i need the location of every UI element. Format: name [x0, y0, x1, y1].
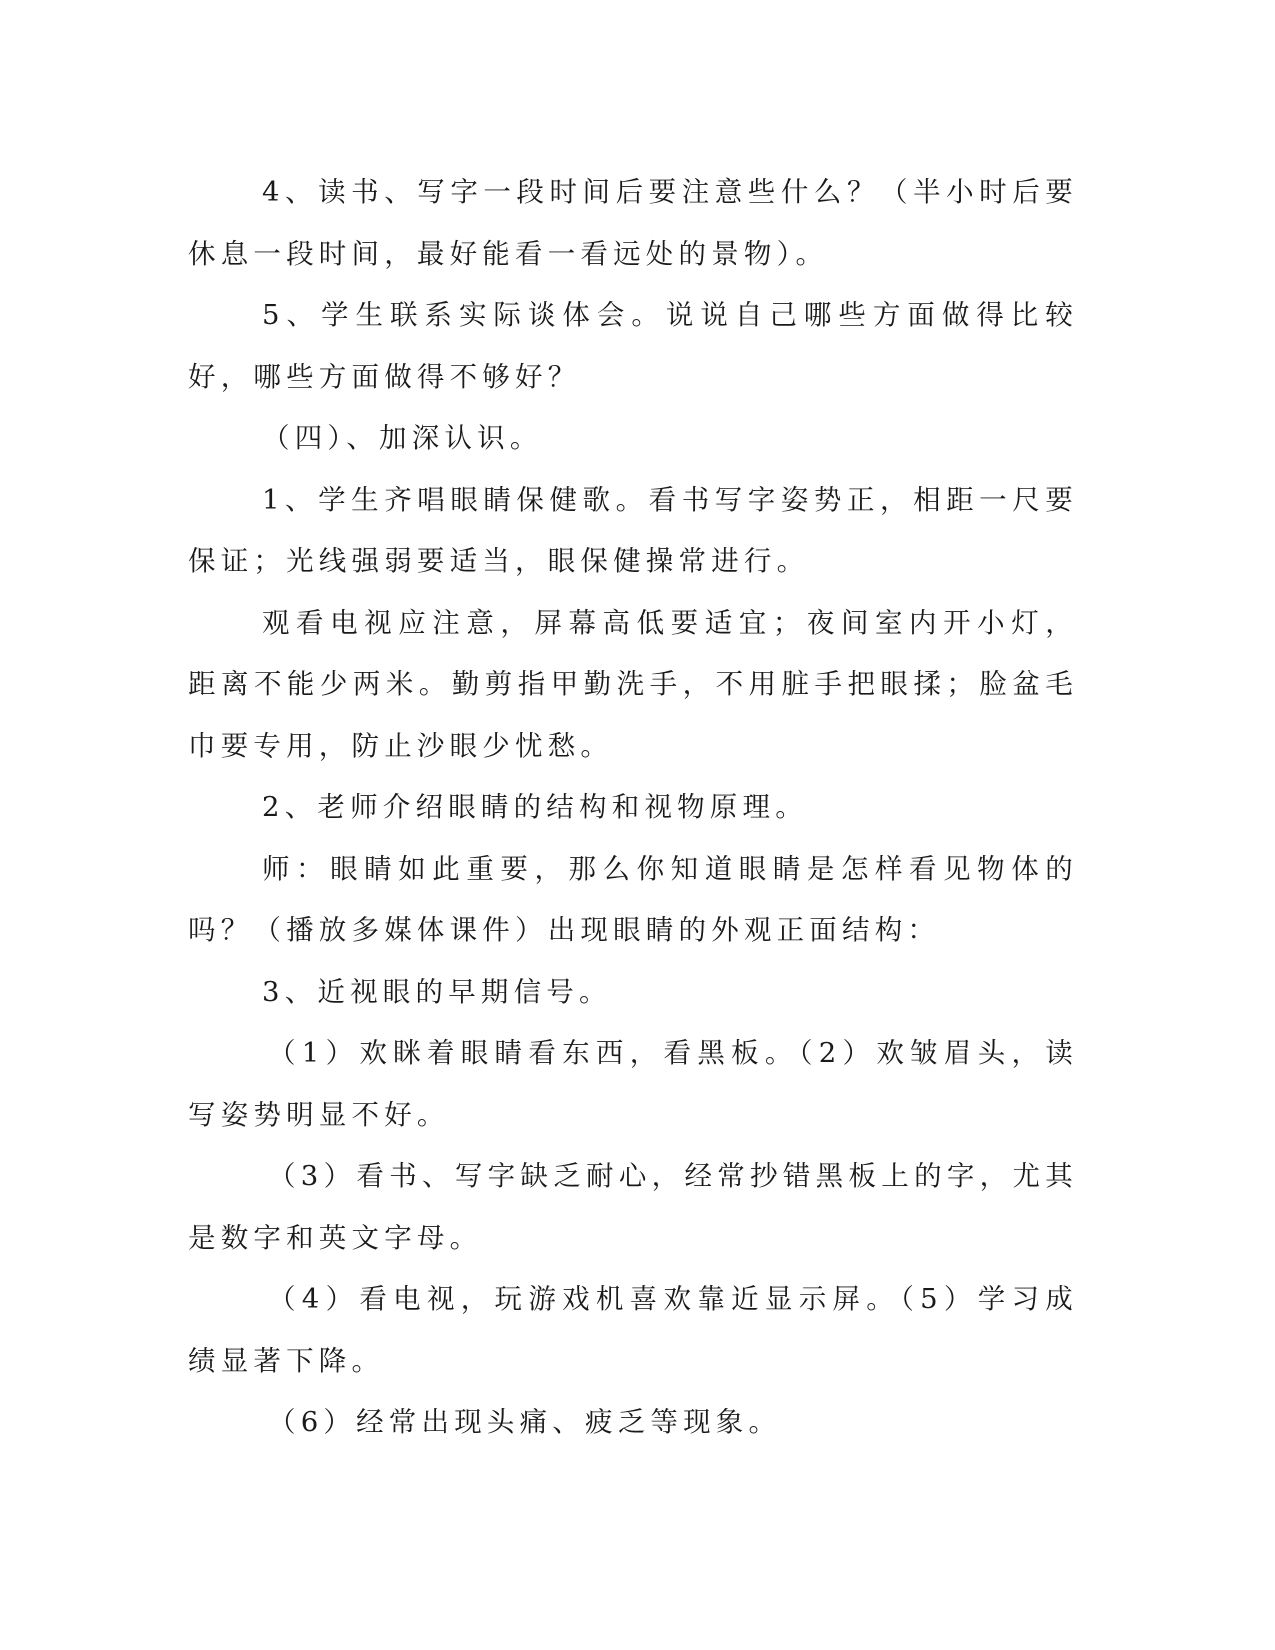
document-body [188, 162, 1078, 1454]
paragraph-myopia-signals: 3、近视眼的早期信号。 [262, 975, 612, 1008]
paragraph-eye-structure: 2、老师介绍眼睛的结构和视物原理。 [262, 791, 808, 823]
list-item-signal-4-5: （4）看电视，玩游戏机喜欢靠近显示屏。（5）学习成绩显著下降。 [188, 1283, 1078, 1377]
paragraph-item-4: 4、读书、写字一段时间后要注意些什么？（半小时后要休息一段时间，最好能看一看远处的景物）。 [188, 176, 1078, 270]
paragraph-teacher-question: 师：眼睛如此重要，那么你知道眼睛是怎样看见物体的吗？（播放多媒体课件）出现眼睛的外观正面结构： [188, 852, 1078, 946]
list-item-signal-6: （6）经常出现头痛、疲乏等现象。 [268, 1406, 782, 1438]
section-heading-deepen-understanding: （四）、加深认识。 [262, 422, 543, 454]
list-item-signal-1-2: （1）欢眯着眼睛看东西，看黑板。（2）欢皱眉头，读写姿势明显不好。 [188, 1037, 1078, 1131]
paragraph-item-5: 5、学生联系实际谈体会。说说自己哪些方面做得比较好，哪些方面做得不够好？ [188, 299, 1078, 393]
paragraph-eye-care-song-continued: 观看电视应注意，屏幕高低要适宜；夜间室内开小灯，距离不能少两米。勤剪指甲勤洗手，不用脏手把眼揉；脸盆毛巾要专用，防止沙眼少忧愁。 [188, 606, 1078, 762]
list-item-signal-3: （3）看书、写字缺乏耐心，经常抄错黑板上的字，尤其是数字和英文字母。 [188, 1160, 1078, 1254]
paragraph-eye-care-song: 1、学生齐唱眼睛保健歌。看书写字姿势正，相距一尺要保证；光线强弱要适当，眼保健操常进行。 [188, 483, 1078, 577]
